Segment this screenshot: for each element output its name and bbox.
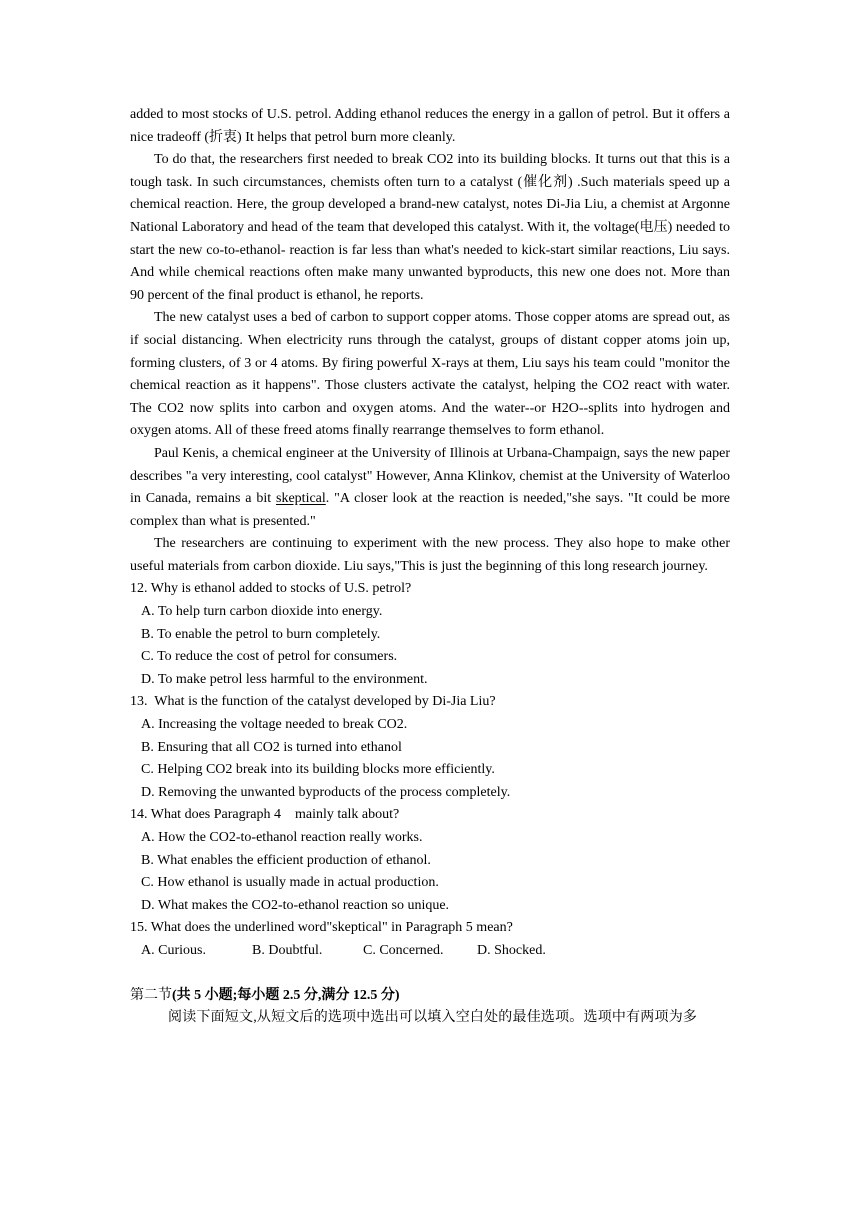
passage-paragraph-3: The new catalyst uses a bed of carbon to support copper atoms. Those copper atoms are spread out, as if social distancing. When electricity runs through the catalyst, groups of distant copper atoms join up, forming clusters, of 3 or 4 atoms. By firing powerful X-rays at them, Liu says his team could "monitor the chemical reaction as it happens". Those clusters activate the catalyst, helping the CO2 react with water. The CO2 now splits into carbon and oxygen atoms. And the water--or H2O--splits into hydrogen and oxygen atoms. All of these freed atoms finally rearrange themselves to form ethanol. xyxy=(130,310,730,439)
option-c: C. How ethanol is usually made in actual production. xyxy=(141,875,439,891)
underlined-word-skeptical: skeptical xyxy=(276,491,326,507)
exam-page xyxy=(130,104,730,1030)
passage-paragraph-2: To do that, the researchers first needed to break CO2 into its building blocks. It turns out that this is a tough task. In such circumstances, chemists often turn to a catalyst (催化剂) .Such materials speed up a chemical reaction. Here, the group developed a brand-new catalyst, notes Di-Jia Liu, a chemist at Argonne National Laboratory and head of the team that developed this catalyst. With it, the voltage(电压) needed to start the new co-to-ethanol- reaction is far less than what's needed to kick-start similar reactions, Liu says. And while chemical reactions often make many unwanted byproducts, this new one does not. More than 90 percent of the final product is ethanol, he reports. xyxy=(130,152,730,303)
section-instruction: 阅读下面短文,从短文后的选项中选出可以填入空白处的最佳选项。选项中有两项为多 xyxy=(168,1010,698,1026)
section-gap xyxy=(130,963,730,985)
question-stem: 14. What does Paragraph 4 mainly talk about? xyxy=(130,807,400,823)
question-13 xyxy=(130,691,730,804)
option-b: B. What enables the efficient production of ethanol. xyxy=(141,852,431,868)
question-stem: 15. What does the underlined word"skeptical" in Paragraph 5 mean? xyxy=(130,920,513,936)
question-12 xyxy=(130,578,730,691)
paragraph-4-text-before: Paul Kenis, a chemical engineer at the University of Illinois at Urbana-Champaign, says the new paper describes "a very interesting, cool catalyst" However, Anna Klinkov, chemist at the University of Waterloo in Canada, remains a bit xyxy=(130,445,730,507)
option-c: C. Helping CO2 break into its building blocks more efficiently. xyxy=(141,762,495,778)
option-c: C. Concerned. xyxy=(363,942,444,958)
paragraph-4-text-after: . "A closer look at the reaction is needed,"she says. "It could be more complex than what is presented." xyxy=(130,491,730,529)
question-15 xyxy=(130,917,730,962)
option-b: B. Ensuring that all CO2 is turned into ethanol xyxy=(141,739,402,755)
question-14 xyxy=(130,804,730,917)
option-c: C. To reduce the cost of petrol for consumers. xyxy=(141,649,398,665)
question-stem: 12. Why is ethanol added to stocks of U.S. petrol? xyxy=(130,581,412,597)
passage-paragraph-5: The researchers are continuing to experiment with the new process. They also hope to make other useful materials from carbon dioxide. Liu says,"This is just the beginning of this long research journey. xyxy=(130,536,730,574)
option-d: D. To make petrol less harmful to the environment. xyxy=(141,671,428,687)
section-heading xyxy=(130,985,730,1008)
option-d: D. Shocked. xyxy=(477,942,546,958)
option-b: B. To enable the petrol to burn completely. xyxy=(141,626,381,642)
option-a: A. To help turn carbon dioxide into energy. xyxy=(141,604,383,620)
option-a: A. How the CO2-to-ethanol reaction really works. xyxy=(141,830,423,845)
passage-paragraph-1: added to most stocks of U.S. petrol. Adding ethanol reduces the energy in a gallon of petrol. But it offers a nice tradeoff (折衷) It helps that petrol burn more cleanly. xyxy=(130,107,730,145)
option-a: A. Curious. xyxy=(141,942,206,958)
option-a: A. Increasing the voltage needed to break CO2. xyxy=(141,717,408,733)
options-row xyxy=(130,940,730,963)
question-stem: 13. What is the function of the catalyst developed by Di-Jia Liu? xyxy=(130,694,496,710)
option-d: D. What makes the CO2-to-ethanol reaction so unique. xyxy=(141,897,450,913)
passage-paragraph-4 xyxy=(130,443,730,533)
section-label: 第二节 xyxy=(130,987,172,1003)
option-d: D. Removing the unwanted byproducts of the process completely. xyxy=(141,784,511,800)
option-b: B. Doubtful. xyxy=(252,942,323,958)
section-scoring: (共 5 小题;每小题 2.5 分,满分 12.5 分) xyxy=(172,987,400,1003)
